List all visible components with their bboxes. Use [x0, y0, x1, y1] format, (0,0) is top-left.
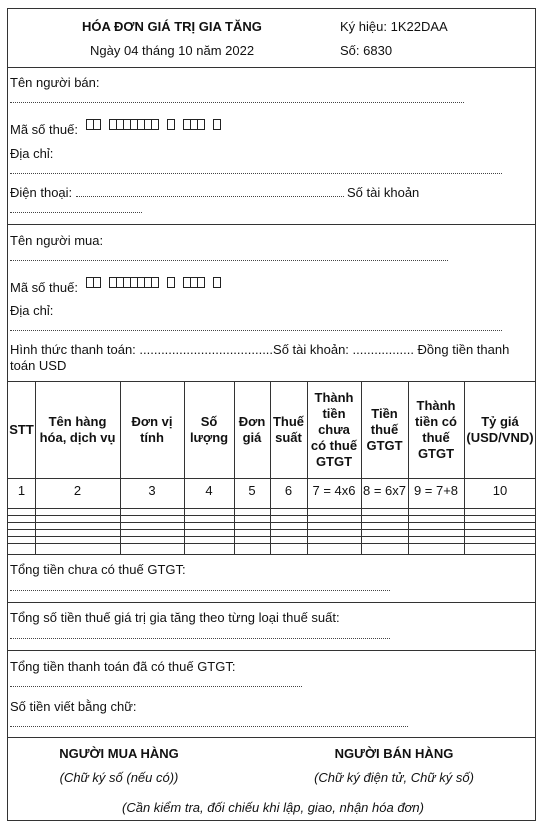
seller-account-label: Số tài khoản — [347, 185, 420, 200]
buyer-name-label: Tên người mua: — [10, 233, 104, 248]
dotted-line — [10, 686, 302, 687]
invoice-symbol: Ký hiệu: 1K22DAA — [340, 19, 448, 34]
words-label: Số tiền viết bằng chữ: — [10, 699, 137, 714]
dotted-line — [10, 260, 448, 261]
seller-address-label: Địa chỉ: — [10, 146, 54, 161]
column-number: 8 = 6x7 — [362, 483, 406, 498]
column-header: Thuế suất — [272, 413, 305, 445]
column-number: 7 = 4x6 — [312, 483, 356, 498]
seller-signature-title: NGƯỜI BÁN HÀNG — [334, 746, 454, 761]
payment-line-2: toán USD — [10, 358, 67, 373]
buyer-tax-code-boxes — [86, 277, 220, 288]
column-header: Thành tiền chưa có thuế GTGT — [310, 389, 358, 469]
column-number: 6 — [284, 483, 293, 498]
dotted-line — [10, 726, 408, 727]
dotted-line — [10, 638, 390, 639]
buyer-signature-title: NGƯỜI MUA HÀNG — [59, 746, 179, 761]
column-header: Đơn vị tính — [131, 413, 173, 445]
divider — [8, 737, 535, 738]
buyer-address-label: Địa chỉ: — [10, 303, 54, 318]
table-row — [8, 536, 535, 537]
total-label: Tổng tiền thanh toán đã có thuế GTGT: — [10, 659, 236, 674]
payment-line-1: Hình thức thanh toán: .....................................Số tài khoản: ................. Đồng tiền thanh — [10, 342, 510, 357]
dotted-line — [10, 590, 390, 591]
buyer-signature-note: (Chữ ký số (nếu có)) — [59, 770, 179, 785]
seller-signature-note: (Chữ ký điện tử, Chữ ký số) — [314, 770, 474, 785]
dotted-line — [76, 196, 344, 197]
table-bottom-border — [8, 554, 535, 555]
column-number: 3 — [148, 483, 156, 498]
divider — [8, 602, 535, 603]
column-header: Số lượng — [189, 413, 229, 445]
buyer-tax-label: Mã số thuế: — [10, 280, 78, 295]
column-header: Thành tiền có thuế GTGT — [415, 397, 457, 461]
invoice-number: Số: 6830 — [340, 43, 393, 58]
dotted-line — [10, 212, 142, 213]
column-header: Đơn giá — [238, 413, 266, 445]
column-number: 1 — [17, 483, 26, 498]
column-number: 5 — [248, 483, 256, 498]
dotted-line — [10, 102, 464, 103]
table-row — [8, 522, 535, 523]
table-row — [8, 515, 535, 516]
divider — [8, 650, 535, 651]
column-header: Tên hàng hóa, dịch vụ — [39, 413, 116, 445]
column-header: STT — [9, 421, 34, 437]
divider — [8, 224, 535, 225]
seller-phone-label: Điện thoại: — [10, 185, 73, 200]
subtotal-label: Tổng tiền chưa có thuế GTGT: — [10, 562, 186, 577]
column-number: 4 — [205, 483, 213, 498]
column-number: 10 — [492, 483, 508, 498]
table-row — [8, 508, 535, 509]
seller-name-label: Tên người bán: — [10, 75, 100, 90]
vat-label: Tổng số tiền thuế giá trị gia tăng theo từng loại thuế suất: — [10, 610, 340, 625]
column-header: Tiền thuế GTGT — [366, 405, 403, 453]
column-header: Tỷ giá (USD/VND) — [466, 413, 534, 445]
seller-tax-code-boxes — [86, 119, 220, 130]
column-number: 9 = 7+8 — [413, 483, 459, 498]
footer-note: (Cần kiểm tra, đối chiếu khi lập, giao, nhận hóa đơn) — [122, 800, 424, 815]
seller-tax-label: Mã số thuế: — [10, 122, 78, 137]
dotted-line — [10, 330, 502, 331]
invoice-date: Ngày 04 tháng 10 năm 2022 — [90, 43, 255, 58]
table-row — [8, 529, 535, 530]
table-row — [8, 543, 535, 544]
invoice-form — [7, 8, 536, 821]
invoice-title: HÓA ĐƠN GIÁ TRỊ GIA TĂNG — [82, 19, 262, 34]
divider — [8, 67, 535, 68]
dotted-line — [10, 173, 502, 174]
column-number: 2 — [73, 483, 82, 498]
